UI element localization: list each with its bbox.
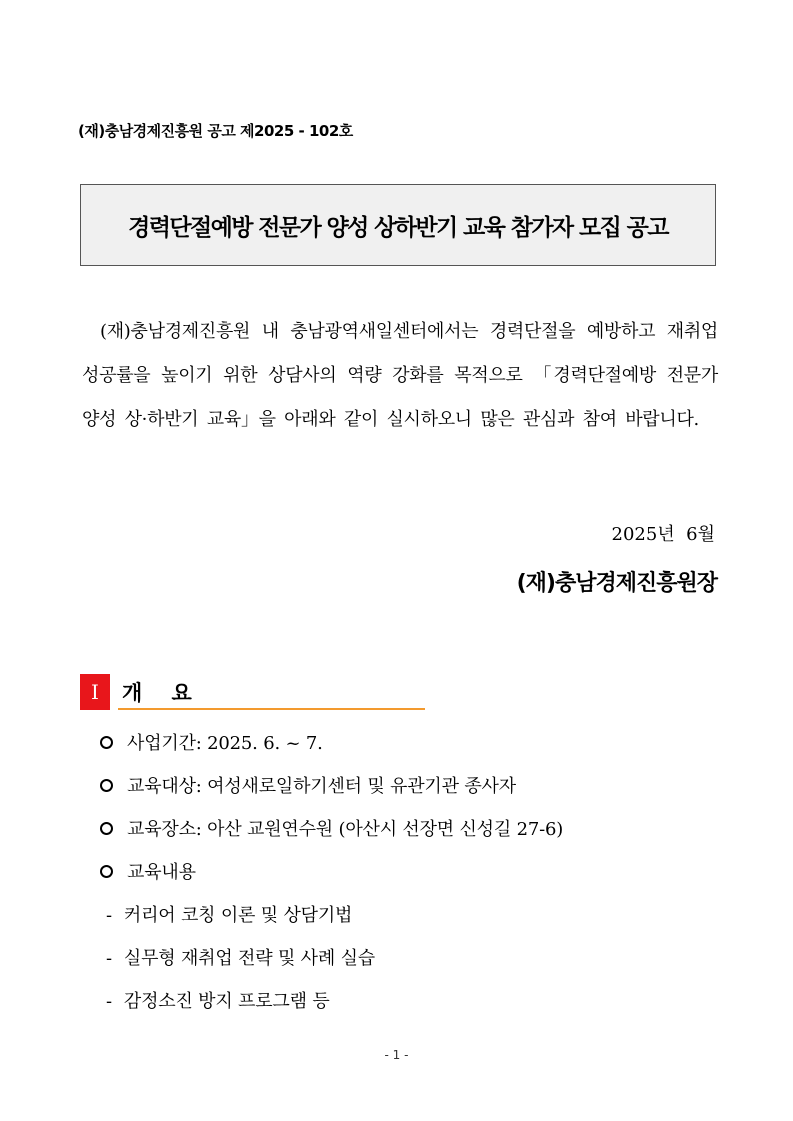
intro-paragraph: (재)충남경제진흥원 내 충남광역새일센터에서는 경력단절을 예방하고 재취업 성공률을 높이기 위한 상담사의 역량 강화를 목적으로 「경력단절예방 전문가 양성 상·하반기 교육」을 아래와 같이 실시하오니 많은 관심과 참여 바랍니다. bbox=[82, 321, 718, 430]
list-item bbox=[94, 851, 563, 894]
section-heading: 개 요 bbox=[122, 681, 192, 705]
sub-item-text: 실무형 재취업 전략 및 사례 실습 bbox=[123, 948, 375, 969]
list-item bbox=[94, 808, 563, 851]
sub-list-item bbox=[94, 937, 563, 980]
circle-bullet-icon bbox=[100, 779, 113, 792]
sub-item-text: 감정소진 방지 프로그램 등 bbox=[123, 991, 330, 1012]
circle-bullet-icon bbox=[100, 865, 113, 878]
overview-list bbox=[94, 722, 563, 1023]
sub-list-item bbox=[94, 980, 563, 1023]
circle-bullet-icon bbox=[100, 736, 113, 749]
list-item bbox=[94, 722, 563, 765]
notice-number: (재)충남경제진흥원 공고 제2025 - 102호 bbox=[78, 122, 353, 140]
announcement-date: 2025년 6월 bbox=[611, 524, 715, 545]
dash-marker: - bbox=[106, 905, 112, 926]
circle-bullet-icon bbox=[100, 822, 113, 835]
list-item bbox=[94, 765, 563, 808]
dash-marker: - bbox=[106, 991, 112, 1012]
sub-item-text: 커리어 코칭 이론 및 상담기법 bbox=[123, 905, 353, 926]
item-text-period: 사업기간: 2025. 6. ~ 7. bbox=[127, 733, 323, 754]
issuer-name: (재)충남경제진흥원장 bbox=[516, 571, 717, 596]
section-underline bbox=[118, 708, 425, 710]
item-text-content: 교육내용 bbox=[127, 862, 196, 883]
page-number: - 1 - bbox=[384, 1048, 409, 1062]
dash-marker: - bbox=[106, 948, 112, 969]
title-box bbox=[80, 184, 716, 266]
sub-list-item bbox=[94, 894, 563, 937]
document-title: 경력단절예방 전문가 양성 상하반기 교육 참가자 모집 공고 bbox=[128, 214, 668, 241]
item-text-location: 교육장소: 아산 교원연수원 (아산시 선장면 신성길 27-6) bbox=[127, 819, 564, 840]
item-text-target: 교육대상: 여성새로일하기센터 및 유관기관 종사자 bbox=[127, 776, 516, 797]
section-number-badge: I bbox=[80, 674, 110, 710]
